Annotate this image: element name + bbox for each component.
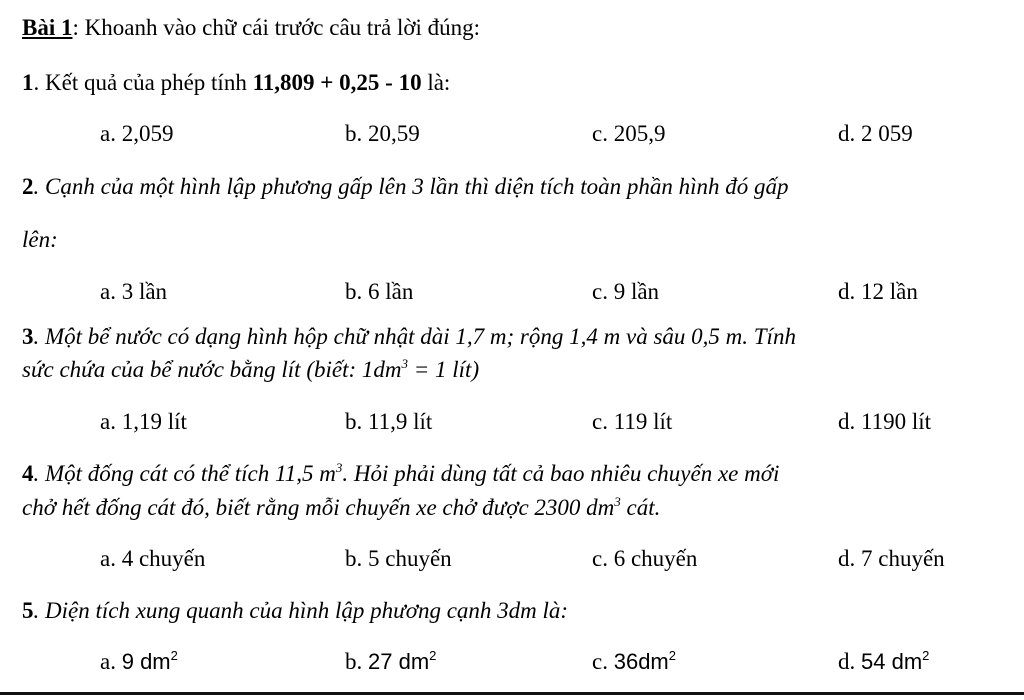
question-text: . Một bể nước có dạng hình hộp chữ nhật dài 1,7 m; rộng 1,4 m và sâu 0,5 m. Tính <box>33 324 796 349</box>
superscript: 2 <box>668 648 676 663</box>
option-letter: a. <box>100 649 116 674</box>
question-text: . Cạnh của một hình lập phương gấp lên 3 lần thì diện tích toàn phần hình đó gấp <box>33 174 789 199</box>
question-number: 4 <box>22 461 34 486</box>
question-text: sức chứa của bể nước bằng lít (biết: 1dm <box>22 357 402 382</box>
option-d[interactable]: d. 1190 lít <box>838 409 932 434</box>
option-a[interactable]: a. 3 lần <box>100 279 168 304</box>
page-bottom-divider <box>0 692 1024 695</box>
superscript: 3 <box>335 460 343 475</box>
exercise-label: Bài 1 <box>22 15 73 40</box>
option-letter: d. <box>838 649 856 674</box>
question-1 <box>22 69 450 97</box>
option-a[interactable]: a. 4 chuyến <box>100 546 206 571</box>
question-text: là: <box>421 70 451 95</box>
option-letter: c. <box>592 649 608 674</box>
question-text: cát. <box>620 495 661 520</box>
option-c[interactable]: c. 9 lần <box>592 279 660 304</box>
option-value: 27 dm <box>368 649 430 674</box>
option-b[interactable]: b. 11,9 lít <box>345 409 433 434</box>
question-text: chở hết đống cát đó, biết rằng mỗi chuyến xe chở được 2300 dm <box>22 495 615 520</box>
option-letter: b. <box>345 649 363 674</box>
exercise-instruction: : Khoanh vào chữ cái trước câu trả lời đúng: <box>72 15 481 40</box>
question-text: . Diện tích xung quanh của hình lập phương cạnh 3dm là: <box>33 598 569 623</box>
superscript: 2 <box>922 648 930 663</box>
question-2 <box>22 173 789 201</box>
option-d[interactable] <box>838 648 929 676</box>
question-text: . Kết quả của phép tính <box>33 70 253 95</box>
superscript: 3 <box>401 356 408 371</box>
question-number: 5 <box>22 598 34 623</box>
option-c[interactable] <box>592 648 676 676</box>
question-3 <box>22 323 796 351</box>
option-d[interactable]: d. 2 059 <box>838 121 913 146</box>
option-c[interactable]: c. 6 chuyến <box>592 546 698 571</box>
question-number: 1 <box>22 70 34 95</box>
question-4 <box>22 460 779 488</box>
superscript: 3 <box>614 494 621 509</box>
superscript: 2 <box>170 648 178 663</box>
option-b[interactable] <box>345 648 436 676</box>
option-value: 36dm <box>613 649 669 674</box>
question-5 <box>22 597 568 625</box>
question-text: = 1 lít) <box>408 357 480 382</box>
option-a[interactable]: a. 1,19 lít <box>100 409 187 434</box>
exercise-heading <box>22 14 480 42</box>
option-b[interactable]: b. 20,59 <box>345 121 420 146</box>
option-c[interactable]: c. 119 lít <box>592 409 673 434</box>
option-c[interactable]: c. 205,9 <box>592 121 666 146</box>
question-4-continuation <box>22 494 660 522</box>
question-text: . Hỏi phải dùng tất cả bao nhiêu chuyến xe mới <box>342 461 780 486</box>
superscript: 2 <box>429 648 437 663</box>
option-value: 9 dm <box>121 649 171 674</box>
question-3-continuation <box>22 356 479 384</box>
question-number: 2 <box>22 174 34 199</box>
option-a[interactable]: a. 2,059 <box>100 121 174 146</box>
question-number: 3 <box>22 324 34 349</box>
option-d[interactable]: d. 7 chuyến <box>838 546 945 571</box>
question-text: . Một đống cát có thể tích 11,5 m <box>33 461 336 486</box>
option-a[interactable] <box>100 648 178 676</box>
option-b[interactable]: b. 6 lần <box>345 279 414 304</box>
option-b[interactable]: b. 5 chuyến <box>345 546 452 571</box>
math-expression: 11,809 + 0,25 - 10 <box>252 70 422 95</box>
option-d[interactable]: d. 12 lần <box>838 279 918 304</box>
option-value: 54 dm <box>861 649 923 674</box>
question-2-continuation: lên: <box>22 227 58 252</box>
